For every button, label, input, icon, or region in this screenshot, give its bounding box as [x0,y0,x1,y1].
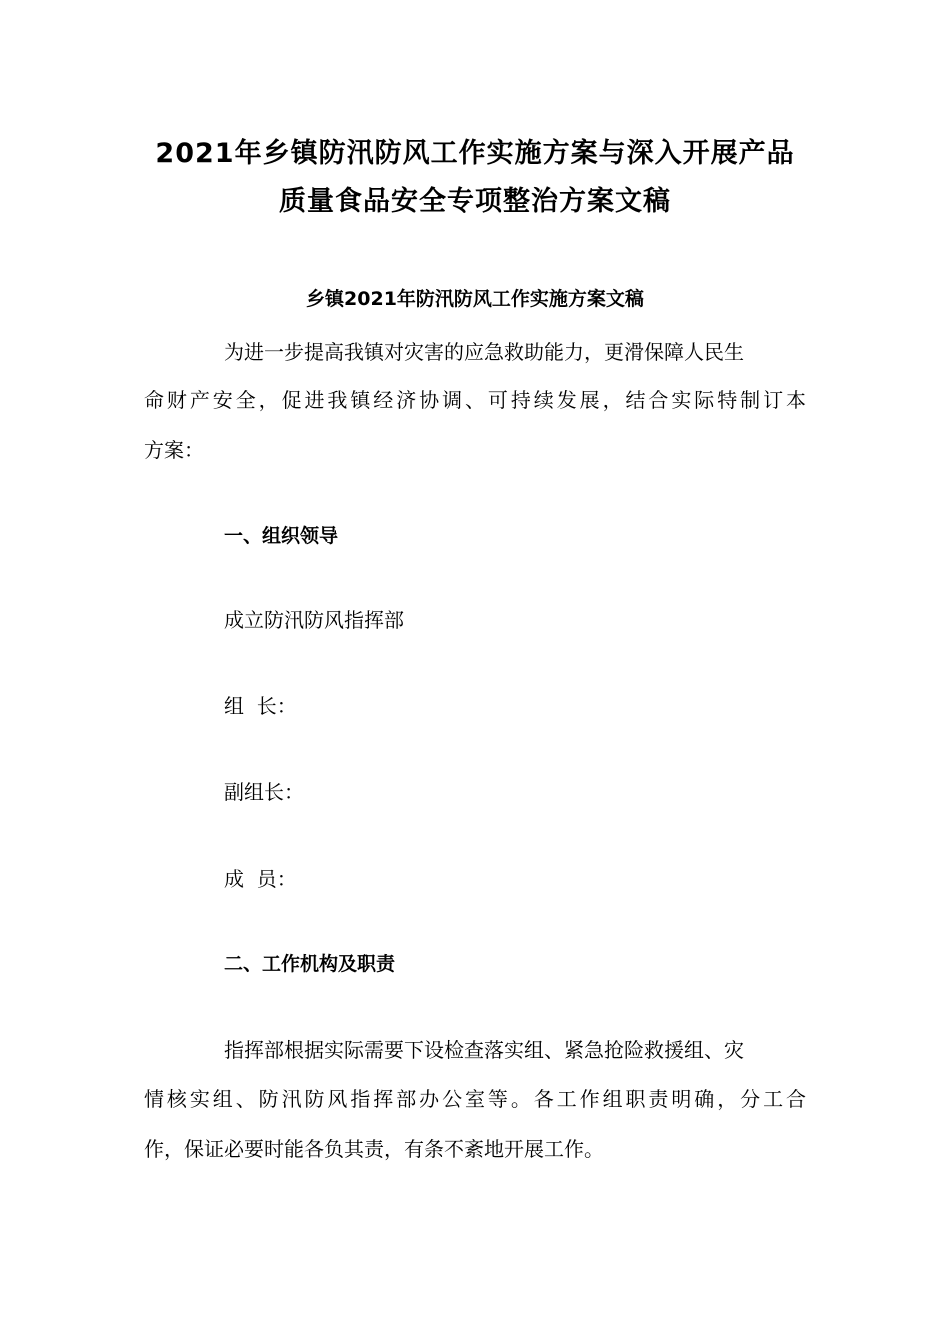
document-title-line-2: 质量食品安全专项整治方案文稿 [279,186,671,217]
intro-line-1: 为进一步提高我镇对灾害的应急救助能力，更滑保障人民生 [224,340,744,364]
document-subtitle: 乡镇2021年防汛防风工作实施方案文稿 [306,288,644,310]
members-label: 成 员： [224,867,297,891]
leader-label: 组 长： [224,694,297,718]
section-2-heading: 二、工作机构及职责 [224,953,396,975]
section-2-line-2: 情核实组、防汛防风指挥部办公室等。各工作组职责明确，分工合 [144,1087,806,1111]
command-post-line: 成立防汛防风指挥部 [224,608,404,632]
document-title-line-1: 2021年乡镇防汛防风工作实施方案与深入开展产品 [155,138,795,169]
section-2-line-3: 作，保证必要时能各负其责，有条不紊地开展工作。 [144,1137,604,1161]
section-1-heading: 一、组织领导 [224,525,339,547]
intro-line-3: 方案： [144,438,204,462]
section-2-line-1: 指挥部根据实际需要下设检查落实组、紧急抢险救援组、灾 [224,1038,744,1062]
deputy-leader-label: 副组长： [224,780,304,804]
intro-line-2: 命财产安全，促进我镇经济协调、可持续发展，结合实际特制订本 [144,388,806,412]
